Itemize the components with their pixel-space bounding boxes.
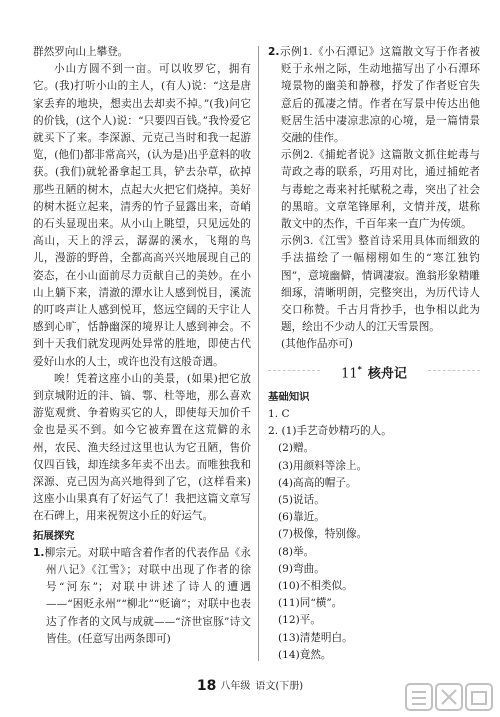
paragraph-1: 群然罗向山上攀登。	[33, 46, 129, 58]
q2-item: (3)用颜料等涂上。	[278, 459, 368, 472]
paragraph-3: 唉！凭着这座小山的美景，(如果)把它放到京城附近的沣、镐、鄠、杜等地，那么喜欢游览观赏、争着购买它的人，即使每天加价千金也是买不到。如今它被弃置在这荒僻的永州，农民、渔夫经过这里也认为它丑陋，售价仅四百钱，却连续多年卖不出去。而唯独我和深源、克己因为高兴地得到了它，(这样看来)这座小山果真有了好运气了！我把这篇文章写在石碑上，用来祝贺这小丘的好运气。	[33, 372, 251, 523]
subject-label: 语文(下册)	[255, 681, 304, 692]
q2-item: (7)极像，特别像。	[278, 528, 368, 541]
watermark-logo	[404, 680, 494, 716]
right-column	[268, 44, 480, 664]
answer-item-2-number: 2.	[268, 46, 280, 58]
answer-item-1-number: 1.	[33, 546, 45, 559]
left-column	[33, 44, 251, 648]
lesson-title	[268, 360, 480, 384]
question-2-lead: 2. (1)手艺奇妙精巧的人。	[268, 425, 392, 438]
q2-item: (9)弯曲。	[278, 562, 325, 575]
column-divider	[258, 46, 259, 661]
basic-knowledge-heading: 基础知识	[268, 390, 310, 403]
section-heading-extension: 拓展探究	[33, 529, 75, 542]
lesson-name: 核舟记	[367, 365, 407, 381]
lesson-star: *	[357, 364, 362, 374]
q2-item: (5)说话。	[278, 494, 325, 506]
q2-item: (12)平。	[278, 614, 321, 627]
grade-label: 八年级	[220, 681, 251, 692]
q2-item: (6)靠近。	[278, 511, 325, 524]
q2-item: (11)同“横”。	[278, 597, 343, 610]
q2-item: (4)高高的帽子。	[278, 476, 357, 489]
q2-item: (10)不相类似。	[278, 580, 353, 593]
page-number: 18	[196, 678, 217, 694]
answer-item-1-text: 柳宗元。对联中暗含着作者的代表作品《永州八记》《江雪》；对联中出现了作者的徐号“河东”；对联中讲述了诗人的遭遇——“困贬永州”“柳北”“贬谪”；对联中也表达了作者的文风与成就——“济世宦豚”诗文皆佳。(任意写出两条即可)	[44, 546, 251, 645]
question-1-answer: 1. C	[268, 407, 290, 420]
example-2: 示例2.《捕蛇者说》这篇散文抓住蛇毒与苛政之毒的联系，巧用对比，通过捕蛇者与毒蛇之毒来衬托赋税之毒，突出了社会的黑暗。文章笔锋犀利，文情并茂，堪称散文中的杰作，千百年来一直广为传颂。	[281, 149, 480, 231]
q2-item: (8)举。	[278, 545, 315, 558]
answer-item-2-text: 示例1.《小石潭记》这篇散文写于作者被贬于永州之际，生动地描写出了小石潭环境景物的幽美和静穆，抒发了作者贬官失意后的孤凄之情。作者在写景中传达出他贬居生活中凄凉悲凉的心境，是一篇情景交融的佳作。	[279, 46, 480, 145]
lesson-number: 11	[341, 365, 358, 381]
q2-item: (13)清楚明白。	[278, 631, 353, 644]
title-rule-left	[268, 370, 320, 371]
other-works-note: (其他作品亦可)	[281, 338, 353, 351]
answer-item-1	[33, 545, 251, 648]
answer-item-2	[268, 44, 480, 147]
q2-item: (2)赠。	[278, 442, 315, 455]
q2-item: (14)竟然。	[278, 648, 332, 661]
example-3: 示例3.《江雪》整首诗采用具体而细致的手法描绘了一幅栩栩如生的“寒江独钓图”，意境幽僻，情调凄寂。渔翁形象精雕细琢，清晰明朗，完整突出，为历代诗人交口称赞。千古月背抄手，也争相以此为题，绘出不少动人的江天雪景图。	[281, 235, 480, 334]
paragraph-2: 小山方圆不到一亩。可以收罗它，拥有它。(我)打听小山的主人，(有人)说：“这是唐家丢弃的地块，想卖出去却卖不掉。”(我)问它的价钱，(这个人)说：“只要四百钱。”我怜爱它就买下了来。李深源、元克己当时和我一起游览，(他们)都非常高兴，(认为是)出乎意料的收获。(我们)就轮番拿起工具，铲去杂草，砍掉那些丑陋的树木，点起大火把它们烧掉。美好的树木挺立起来，清秀的竹子显露出来，奇峭的石头显现出来。从小山上眺望，只见远处的高山，天上的浮云，潺潺的溪水，飞翔的鸟儿，漫游的野兽，全都高高兴兴地展现自己的姿态，在小山面前尽力贡献自己的美妙。在小山上躺下来，清澈的潭水让人感到悦目，溪流的叮咚声让人感到悦耳，悠远空阔的天宇让人感到心旷，恬静幽深的境界让人感到神会。不到十天我们就发现两处异常的胜地，即使古代爱好山水的人士，或许也没有这般奇遇。	[33, 63, 251, 368]
title-rule-right	[428, 370, 480, 371]
